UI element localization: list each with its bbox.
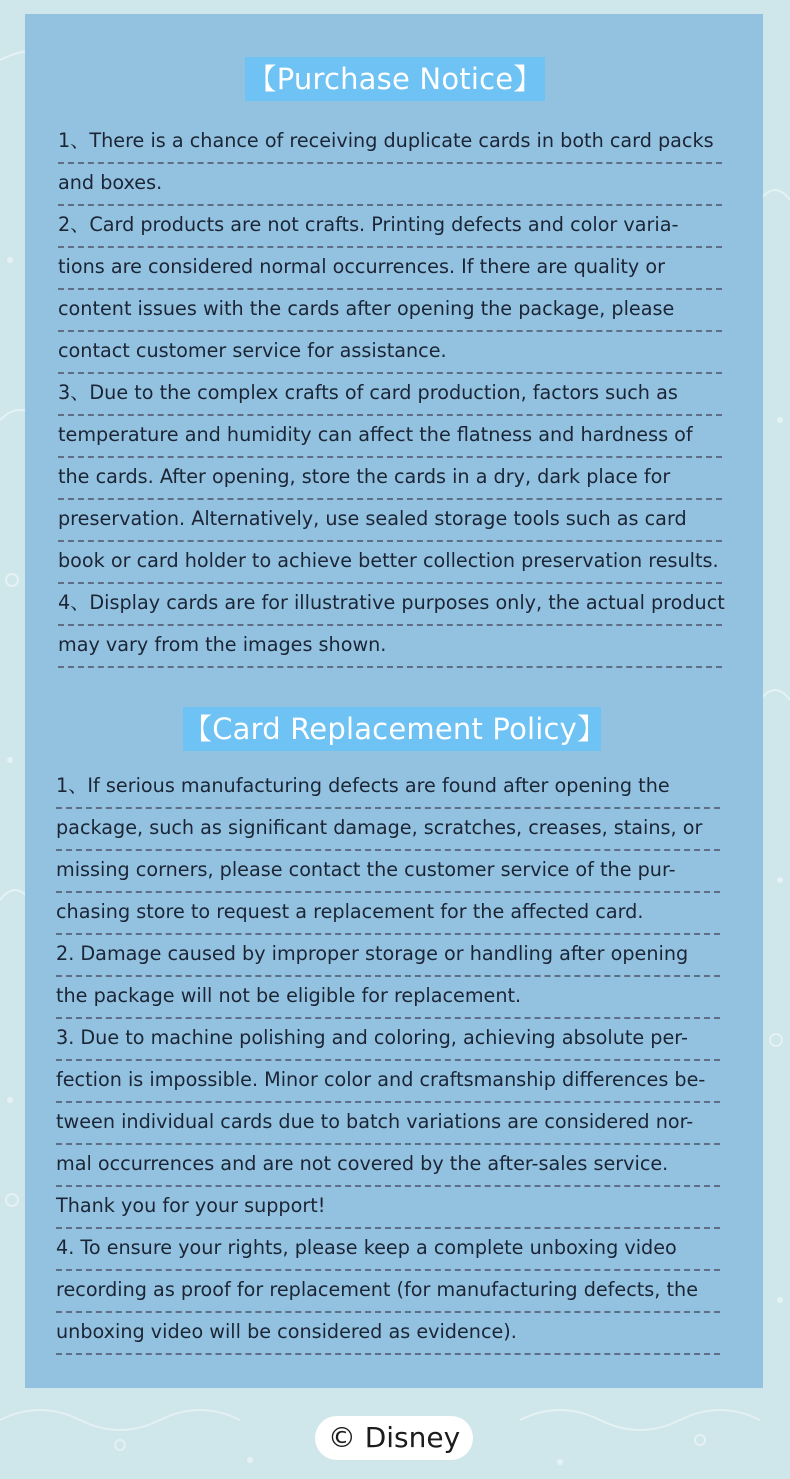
disney-copyright-badge: © Disney [315, 1416, 473, 1460]
purchase-notice-line: the cards. After opening, store the cards in a dry, dark place for [58, 458, 722, 500]
policy-line: package, such as significant damage, scratches, creases, stains, or [56, 809, 720, 851]
policy-line: chasing store to request a replacement for the affected card. [56, 893, 720, 935]
purchase-notice-heading: 【Purchase Notice】 [245, 57, 545, 101]
purchase-notice-line: preservation. Alternatively, use sealed storage tools such as card [58, 500, 722, 542]
policy-line: Thank you for your support! [56, 1187, 720, 1229]
policy-line: mal occurrences and are not covered by the after-sales service. [56, 1145, 720, 1187]
purchase-notice-line: book or card holder to achieve better collection preservation results. [58, 542, 722, 584]
purchase-notice-line: 1、There is a chance of receiving duplicate cards in both card packs [58, 122, 722, 164]
purchase-notice-line: and boxes. [58, 164, 722, 206]
purchase-notice-line: 3、Due to the complex crafts of card production, factors such as [58, 374, 722, 416]
purchase-notice-line: may vary from the images shown. [58, 626, 722, 668]
policy-line: 1、If serious manufacturing defects are found after opening the [56, 767, 720, 809]
policy-line: unboxing video will be considered as evidence). [56, 1313, 720, 1355]
policy-line: missing corners, please contact the customer service of the pur- [56, 851, 720, 893]
purchase-notice-line: temperature and humidity can affect the flatness and hardness of [58, 416, 722, 458]
policy-line: 2. Damage caused by improper storage or handling after opening [56, 935, 720, 977]
policy-line: fection is impossible. Minor color and craftsmanship differences be- [56, 1061, 720, 1103]
card-replacement-policy-section [56, 767, 720, 1355]
purchase-notice-line: 4、Display cards are for illustrative purposes only, the actual product [58, 584, 722, 626]
policy-line: tween individual cards due to batch variations are considered nor- [56, 1103, 720, 1145]
purchase-notice-line: content issues with the cards after opening the package, please [58, 290, 722, 332]
policy-line: 4. To ensure your rights, please keep a complete unboxing video [56, 1229, 720, 1271]
policy-line: 3. Due to machine polishing and coloring, achieving absolute per- [56, 1019, 720, 1061]
purchase-notice-line: 2、Card products are not crafts. Printing defects and color varia- [58, 206, 722, 248]
purchase-notice-line: contact customer service for assistance. [58, 332, 722, 374]
card-replacement-policy-heading: 【Card Replacement Policy】 [183, 707, 601, 751]
policy-line: recording as proof for replacement (for manufacturing defects, the [56, 1271, 720, 1313]
purchase-notice-line: tions are considered normal occurrences. If there are quality or [58, 248, 722, 290]
purchase-notice-section [58, 122, 725, 668]
policy-line: the package will not be eligible for replacement. [56, 977, 720, 1019]
